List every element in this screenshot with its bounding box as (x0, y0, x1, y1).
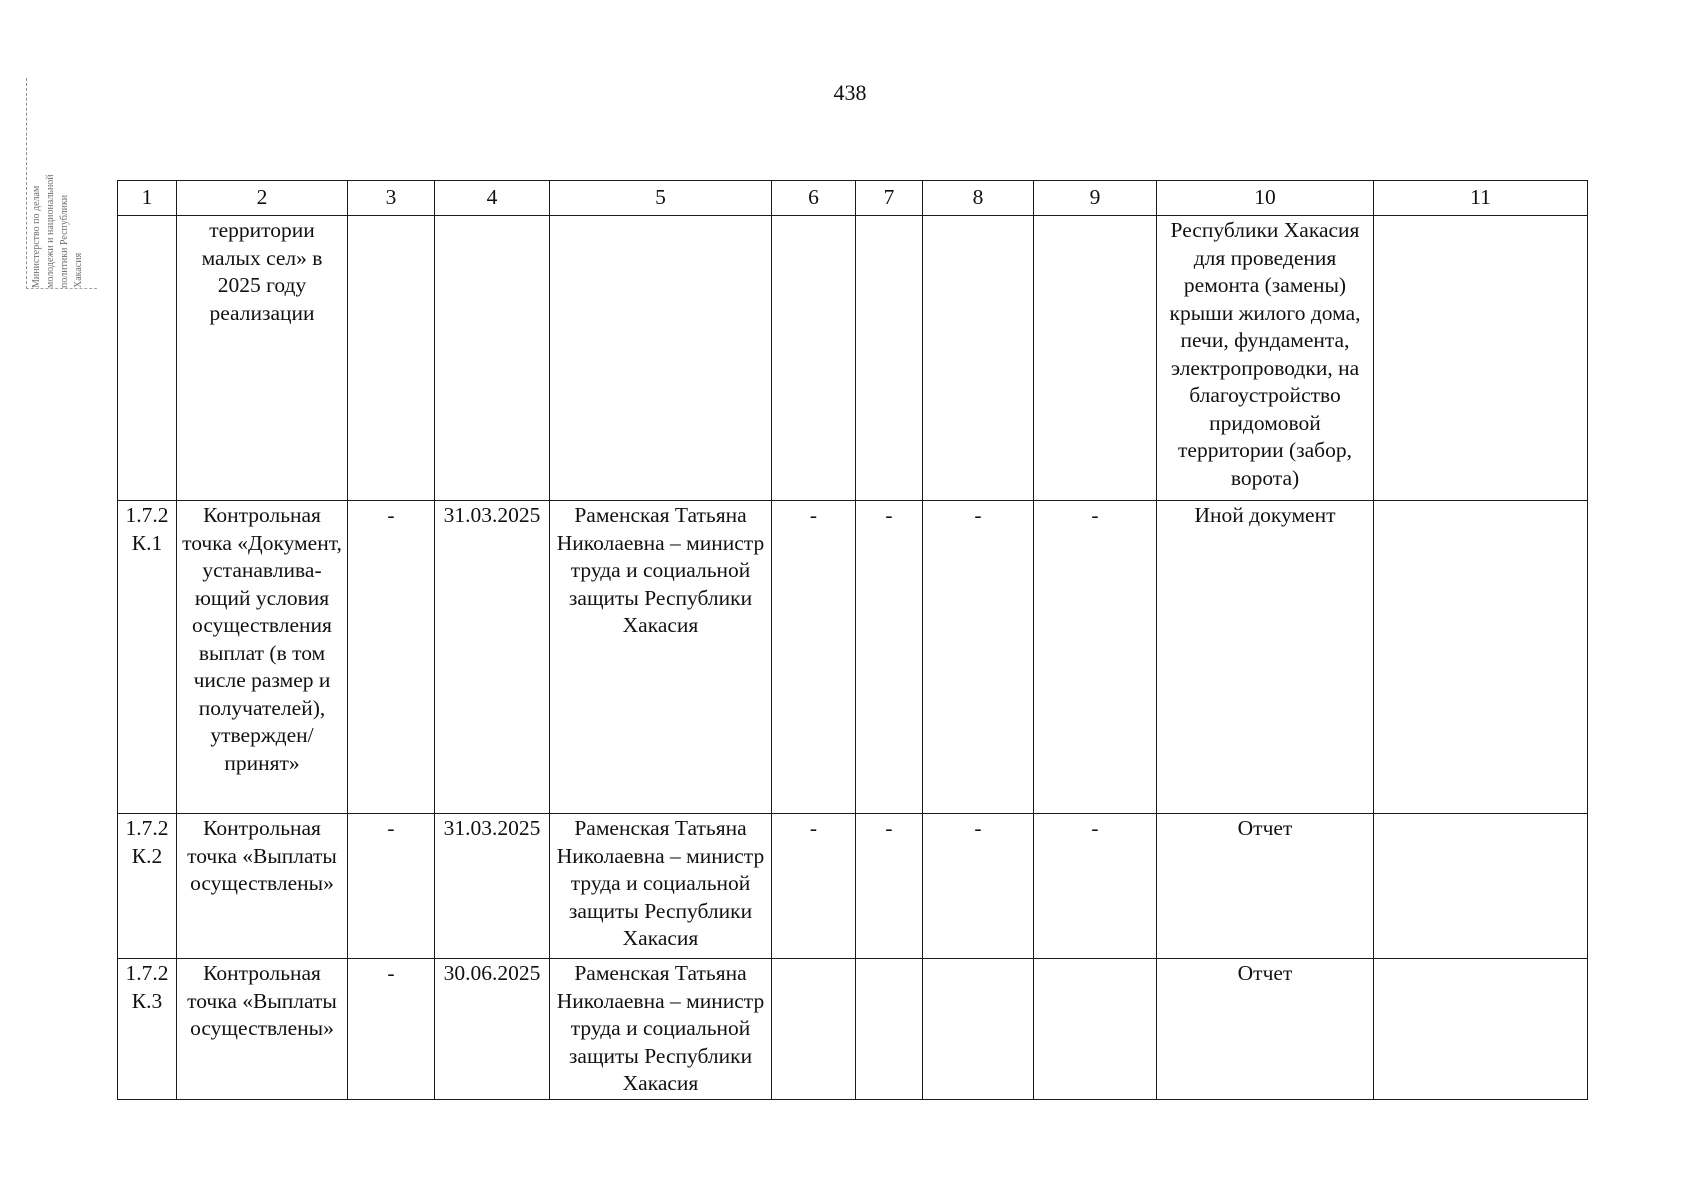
cell-col3: - (348, 814, 435, 959)
cell-document: Республики Хакасия для проведения ремонта (замены) крыши жилого дома, печи, фундамента, электропроводки, на благоустройство придомовой территории (забор, ворота) (1157, 216, 1374, 501)
cell-name: Контрольная точка «Выплаты осуществлены» (177, 959, 348, 1100)
cell-col11 (1374, 814, 1588, 959)
cell-date: 30.06.2025 (435, 959, 550, 1100)
cell-date (435, 216, 550, 501)
cell-col6 (772, 959, 856, 1100)
cell-col9: - (1034, 814, 1157, 959)
column-header: 5 (550, 181, 772, 216)
page-number: 438 (833, 80, 867, 105)
stamp-line: молодежи и национальной (45, 174, 56, 288)
cell-name: Контрольная точка «Выплаты осуществлены» (177, 814, 348, 959)
cell-responsible: Раменская Татьяна Николаевна – министр труда и социальной защиты Республики Хакасия (550, 959, 772, 1100)
table-row (118, 501, 1588, 814)
column-header: 6 (772, 181, 856, 216)
cell-col8: - (923, 814, 1034, 959)
cell-col3: - (348, 501, 435, 814)
stamp-line: политики Республики (59, 194, 70, 288)
cell-number: 1.7.2 К.2 (118, 814, 177, 959)
cell-col11 (1374, 216, 1588, 501)
column-header: 10 (1157, 181, 1374, 216)
cell-number: 1.7.2 К.3 (118, 959, 177, 1100)
cell-responsible (550, 216, 772, 501)
stamp-line: Хакасия (73, 252, 84, 288)
cell-col9 (1034, 959, 1157, 1100)
cell-col8 (923, 216, 1034, 501)
cell-responsible: Раменская Татьяна Николаевна – министр труда и социальной защиты Республики Хакасия (550, 814, 772, 959)
document-table (117, 180, 1588, 1100)
cell-col6 (772, 216, 856, 501)
cell-name: территории малых сел» в 2025 году реализации (177, 216, 348, 501)
cell-col7: - (856, 814, 923, 959)
registration-stamp (26, 78, 97, 289)
column-header: 1 (118, 181, 177, 216)
cell-col11 (1374, 959, 1588, 1100)
table-row (118, 814, 1588, 959)
cell-col7: - (856, 501, 923, 814)
column-header: 8 (923, 181, 1034, 216)
column-header: 9 (1034, 181, 1157, 216)
column-header: 4 (435, 181, 550, 216)
cell-col8: - (923, 501, 1034, 814)
cell-date: 31.03.2025 (435, 501, 550, 814)
cell-col6: - (772, 814, 856, 959)
cell-document: Отчет (1157, 814, 1374, 959)
cell-responsible: Раменская Татьяна Николаевна – министр труда и социальной защиты Республики Хакасия (550, 501, 772, 814)
cell-number (118, 216, 177, 501)
cell-col7 (856, 216, 923, 501)
cell-col3: - (348, 959, 435, 1100)
cell-col7 (856, 959, 923, 1100)
cell-date: 31.03.2025 (435, 814, 550, 959)
stamp-line: Министерство по делам (31, 185, 42, 288)
cell-document: Отчет (1157, 959, 1374, 1100)
table-header-row (118, 181, 1588, 216)
cell-col8 (923, 959, 1034, 1100)
cell-number: 1.7.2 К.1 (118, 501, 177, 814)
column-header: 3 (348, 181, 435, 216)
cell-col6: - (772, 501, 856, 814)
cell-document: Иной документ (1157, 501, 1374, 814)
cell-col3 (348, 216, 435, 501)
cell-col9 (1034, 216, 1157, 501)
cell-col11 (1374, 501, 1588, 814)
column-header: 7 (856, 181, 923, 216)
column-header: 2 (177, 181, 348, 216)
cell-name: Контрольная точка «Документ, устанавлива-ющий условия осуществления выплат (в том числе размер и получателей), утвержден/ принят» (177, 501, 348, 814)
column-header: 11 (1374, 181, 1588, 216)
table-row (118, 959, 1588, 1100)
table-row (118, 216, 1588, 501)
cell-col9: - (1034, 501, 1157, 814)
